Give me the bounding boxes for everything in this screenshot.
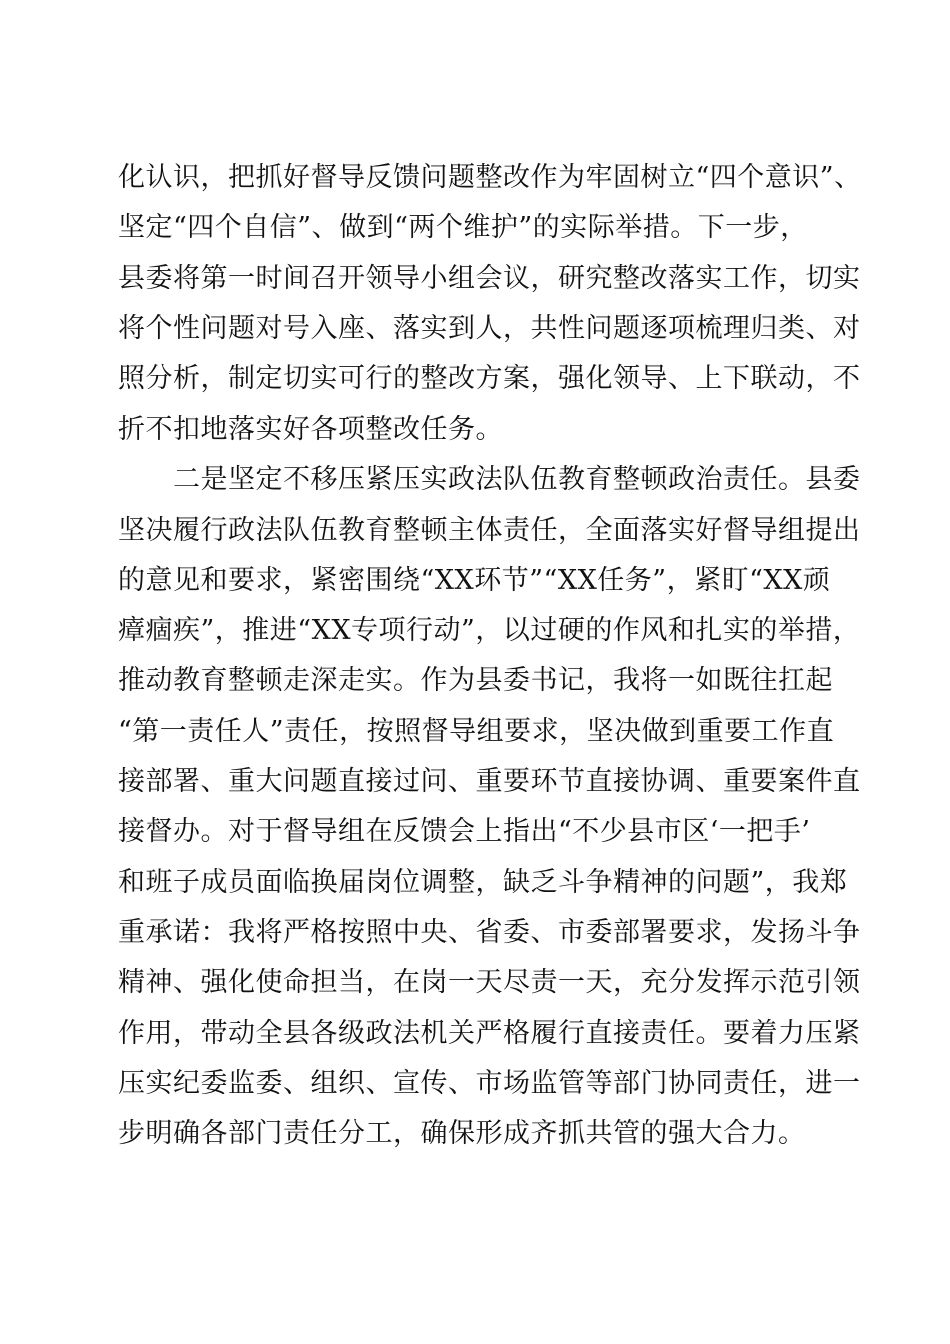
text-line: 重承诺：我将严格按照中央、省委、市委部署要求，发扬斗争 <box>118 917 861 948</box>
text-line: 接督办。对于督导组在反馈会上指出“不少县市区‘一把手’ <box>118 816 811 847</box>
text-line: 瘴痼疾”，推进“XX专项行动”，以过硬的作风和扎实的举措， <box>118 615 861 646</box>
text-line: 的意见和要求，紧密围绕“XX环节”“XX任务”，紧盯“XX顽 <box>118 565 831 596</box>
text-line: 压实纪委监委、组织、宣传、市场监管等部门协同责任，进一 <box>118 1068 861 1099</box>
text-line: 作用，带动全县各级政法机关严格履行直接责任。要着力压紧 <box>118 1018 861 1049</box>
text-line: 接部署、重大问题直接过问、重要环节直接协调、重要案件直 <box>118 766 861 797</box>
text-line: “第一责任人”责任，按照督导组要求，坚决做到重要工作直 <box>118 716 835 747</box>
text-line: 化认识，把抓好督导反馈问题整改作为牢固树立“四个意识”、 <box>118 162 862 193</box>
text-line: 折不扣地落实好各项整改任务。 <box>118 414 503 445</box>
text-line: 推动教育整顿走深走实。作为县委书记，我将一如既往扛起 <box>118 665 833 696</box>
text-line: 照分析，制定切实可行的整改方案，强化领导、上下联动，不 <box>118 363 861 394</box>
text-line: 坚决履行政法队伍教育整顿主体责任，全面落实好督导组提出 <box>118 515 861 546</box>
text-line: 将个性问题对号入座、落实到人，共性问题逐项梳理归类、对 <box>118 313 861 344</box>
text-line: 坚定“四个自信”、做到“两个维护”的实际举措。下一步， <box>118 212 808 243</box>
text-line: 步明确各部门责任分工，确保形成齐抓共管的强大合力。 <box>118 1118 806 1149</box>
text-line: 县委将第一时间召开领导小组会议，研究整改落实工作，切实 <box>118 263 861 294</box>
text-line: 精神、强化使命担当，在岗一天尽责一天，充分发挥示范引领 <box>118 967 861 998</box>
text-line: 和班子成员面临换届岗位调整，缺乏斗争精神的问题”，我郑 <box>118 867 848 898</box>
paragraph-start-line: 二是坚定不移压紧压实政法队伍教育整顿政治责任。县委 <box>118 464 861 495</box>
